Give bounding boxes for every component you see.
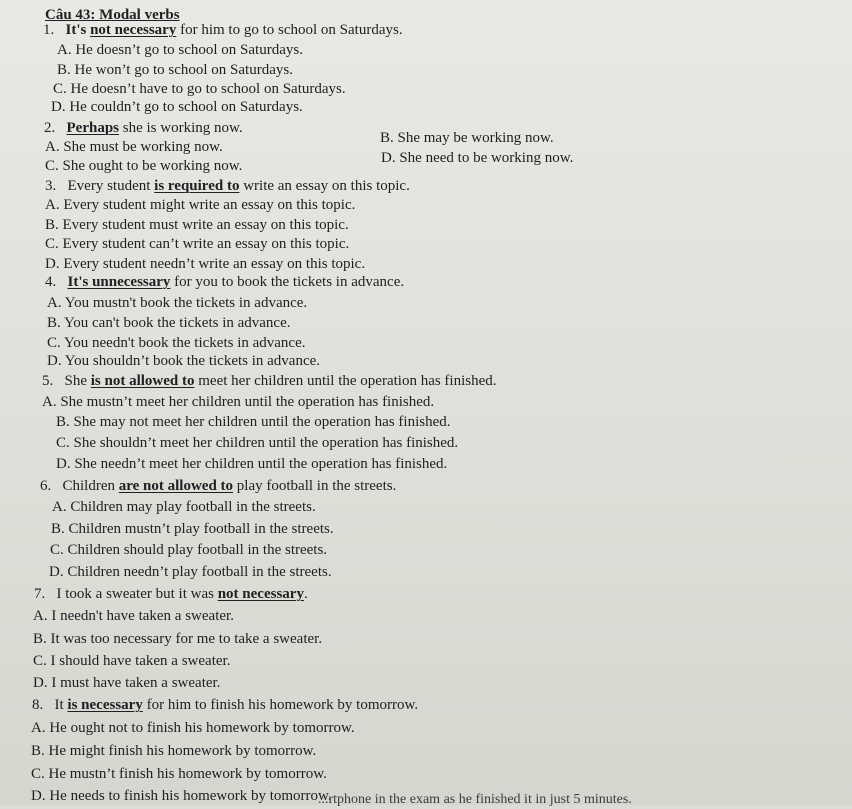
question-text-before: It: [54, 697, 68, 713]
option-3d: D. Every student needn’t write an essay on this topic.: [45, 256, 366, 272]
page-title: Câu 43: Modal verbs: [45, 7, 180, 23]
question-underlined-phrase: It's unnecessary: [67, 274, 171, 290]
question-1-prompt: [43, 21, 403, 39]
option-4a: A. You mustn't book the tickets in advance.: [47, 295, 308, 311]
option-2a: A. She must be working now.: [45, 139, 223, 155]
option-5b: B. She may not meet her children until the operation has finished.: [56, 414, 451, 430]
question-number: 8.: [32, 697, 44, 713]
option-8c: C. He mustn’t finish his homework by tomorrow.: [31, 766, 327, 782]
option-8b: B. He might finish his homework by tomorrow.: [31, 743, 317, 759]
option-2d: D. She need to be working now.: [381, 150, 574, 166]
question-underlined-phrase: Perhaps: [66, 120, 119, 136]
option-7d: D. I must have taken a sweater.: [33, 675, 221, 691]
option-6a: A. Children may play football in the streets.: [52, 499, 316, 515]
option-2b: B. She may be working now.: [380, 130, 554, 146]
option-3a: A. Every student might write an essay on this topic.: [45, 197, 356, 213]
question-text-after: for him to finish his homework by tomorrow.: [142, 697, 419, 713]
option-6d: D. Children needn’t play football in the streets.: [49, 564, 332, 580]
option-8a: A. He ought not to finish his homework by tomorrow.: [31, 720, 355, 736]
option-8d: D. He needs to finish his homework by tomorrow.: [31, 788, 332, 804]
question-number: 6.: [40, 478, 52, 494]
question-number: 7.: [34, 586, 46, 602]
question-text-after: for him to go to school on Saturdays.: [176, 22, 403, 38]
cut-off-next-page-text: ...rtphone in the exam as he finished it in just 5 minutes.: [318, 792, 632, 807]
option-1d: D. He couldn’t go to school on Saturdays.: [51, 99, 303, 115]
option-7c: C. I should have taken a sweater.: [33, 653, 231, 669]
option-3b: B. Every student must write an essay on this topic.: [45, 217, 349, 233]
option-6b: B. Children mustn’t play football in the streets.: [51, 521, 334, 537]
option-4d: D. You shouldn’t book the tickets in advance.: [47, 353, 321, 369]
question-5-prompt: [42, 372, 497, 390]
option-6c: C. Children should play football in the streets.: [50, 542, 328, 558]
option-1a: A. He doesn’t go to school on Saturdays.: [57, 42, 303, 58]
question-number: 3.: [45, 178, 57, 194]
question-7-prompt: [34, 585, 308, 603]
option-7a: A. I needn't have taken a sweater.: [33, 608, 234, 624]
question-underlined-phrase: are not allowed to: [118, 478, 234, 494]
question-text-after: for you to book the tickets in advance.: [170, 274, 405, 290]
option-4c: C. You needn't book the tickets in advance.: [47, 335, 306, 351]
question-4-prompt: [45, 273, 404, 291]
question-number: 2.: [44, 120, 56, 136]
option-4b: B. You can't book the tickets in advance.: [47, 315, 291, 331]
question-underlined-phrase: not necessary: [217, 586, 304, 602]
question-text-after: she is working now.: [119, 120, 243, 136]
question-3-prompt: [45, 177, 410, 195]
question-bold-lead: It's: [65, 22, 91, 38]
option-2c: C. She ought to be working now.: [45, 158, 243, 174]
question-underlined-phrase: is necessary: [67, 697, 143, 713]
question-underlined-phrase: is required to: [154, 178, 240, 194]
question-underlined-phrase: not necessary: [90, 22, 177, 38]
option-5c: C. She shouldn’t meet her children until the operation has finished.: [56, 435, 459, 451]
question-number: 1.: [43, 22, 55, 38]
question-text-before: She: [64, 373, 91, 389]
option-5d: D. She needn’t meet her children until the operation has finished.: [56, 456, 448, 472]
question-8-prompt: [32, 696, 418, 714]
option-7b: B. It was too necessary for me to take a sweater.: [33, 631, 323, 647]
question-text-before: Every student: [67, 178, 155, 194]
question-6-prompt: [40, 477, 396, 495]
question-text-after: .: [303, 586, 308, 602]
question-text-after: write an essay on this topic.: [239, 178, 410, 194]
question-2-prompt: [44, 119, 243, 137]
option-1b: B. He won’t go to school on Saturdays.: [57, 62, 293, 78]
question-text-before: I took a sweater but it was: [56, 586, 218, 602]
question-number: 5.: [42, 373, 54, 389]
option-3c: C. Every student can’t write an essay on this topic.: [45, 236, 350, 252]
option-1c: C. He doesn’t have to go to school on Saturdays.: [53, 81, 346, 97]
option-5a: A. She mustn’t meet her children until the operation has finished.: [42, 394, 435, 410]
question-number: 4.: [45, 274, 57, 290]
question-text-after: play football in the streets.: [233, 478, 397, 494]
question-text-after: meet her children until the operation has finished.: [194, 373, 497, 389]
question-underlined-phrase: is not allowed to: [90, 373, 195, 389]
question-text-before: Children: [62, 478, 119, 494]
